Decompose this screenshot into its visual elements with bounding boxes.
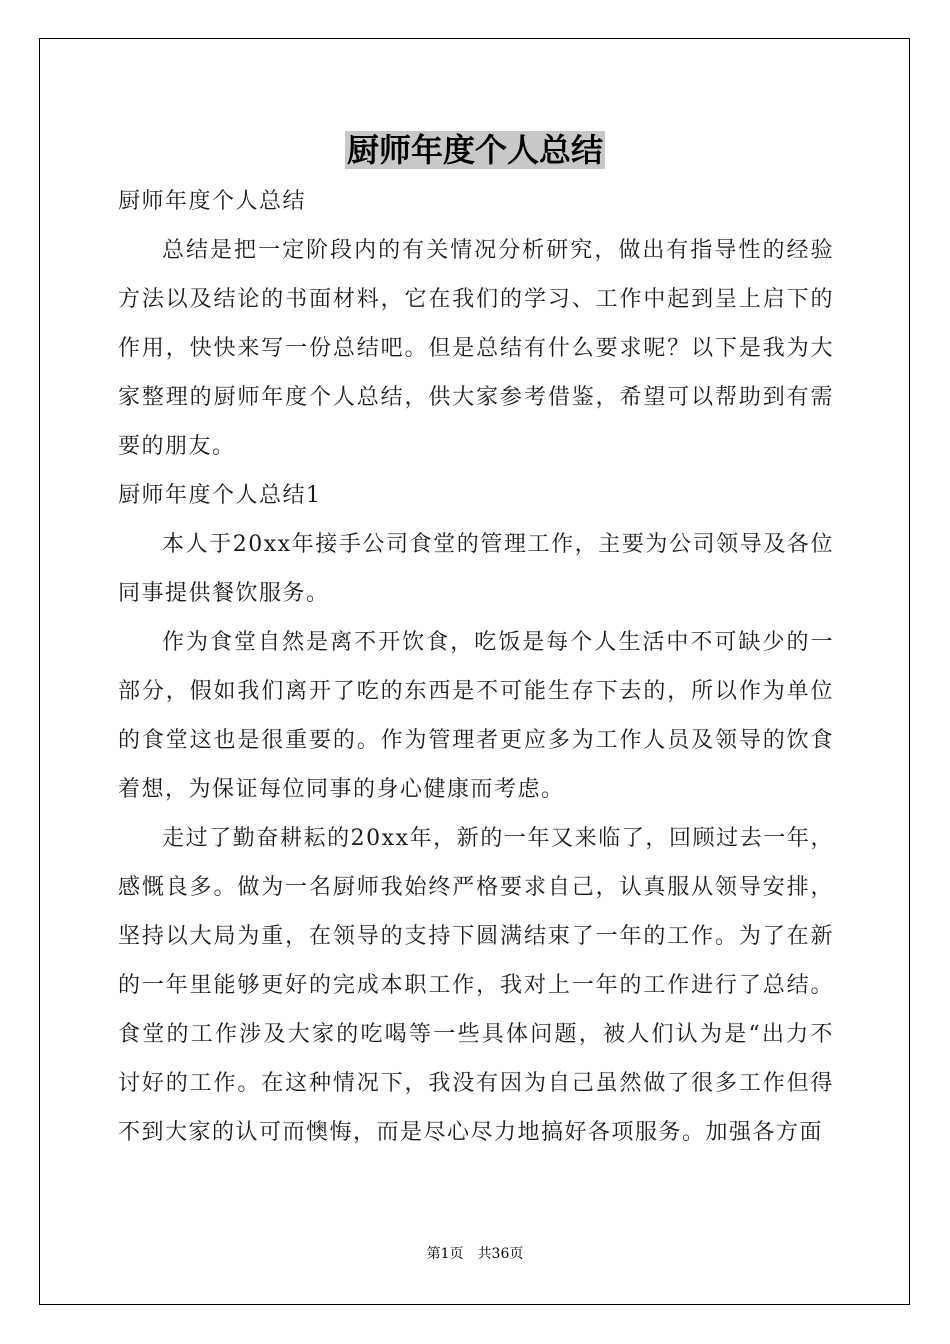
body-paragraph: 作为食堂自然是离不开饮食，吃饭是每个人生活中不可缺少的一部分，假如我们离开了吃的东西是不可能生存下去的，所以作为单位的食堂这也是很重要的。作为管理者更应多为工作人员及领导的饮食着想，为保证每位同事的身心健康而考虑。 xyxy=(118,630,834,802)
intro-paragraph: 总结是把一定阶段内的有关情况分析研究，做出有指导性的经验方法以及结论的书面材料，它在我们的学习、工作中起到呈上启下的作用，快快来写一份总结吧。但是总结有什么要求呢？以下是我为大家整理的厨师年度个人总结，供大家参考借鉴，希望可以帮助到有需要的朋友。 xyxy=(118,238,834,459)
document-subtitle: 厨师年度个人总结 xyxy=(118,189,307,214)
page-footer xyxy=(0,1243,950,1263)
document-title xyxy=(0,126,950,174)
document-title-text: 厨师年度个人总结 xyxy=(346,131,603,169)
body-paragraph: 走过了勤奋耕耘的20xx年，新的一年又来临了，回顾过去一年，感慨良多。做为一名厨师我始终严格要求自己，认真服从领导安排，坚持以大局为重，在领导的支持下圆满结束了一年的工作。为了在新的一年里能够更好的完成本职工作，我对上一年的工作进行了总结。食堂的工作涉及大家的吃喝等一些具体问题，被人们认为是“出力不讨好的工作。在这种情况下，我没有因为自己虽然做了很多工作但得不到大家的认可而懊悔，而是尽心尽力地搞好各项服务。加强各方面 xyxy=(118,826,834,1145)
section-heading: 厨师年度个人总结1 xyxy=(118,483,322,508)
page-total: 共36页 xyxy=(477,1246,524,1262)
document-body xyxy=(118,177,834,1157)
body-paragraph: 本人于20xx年接手公司食堂的管理工作，主要为公司领导及各位同事提供餐饮服务。 xyxy=(118,532,834,606)
page-number: 第1页 xyxy=(426,1246,464,1262)
